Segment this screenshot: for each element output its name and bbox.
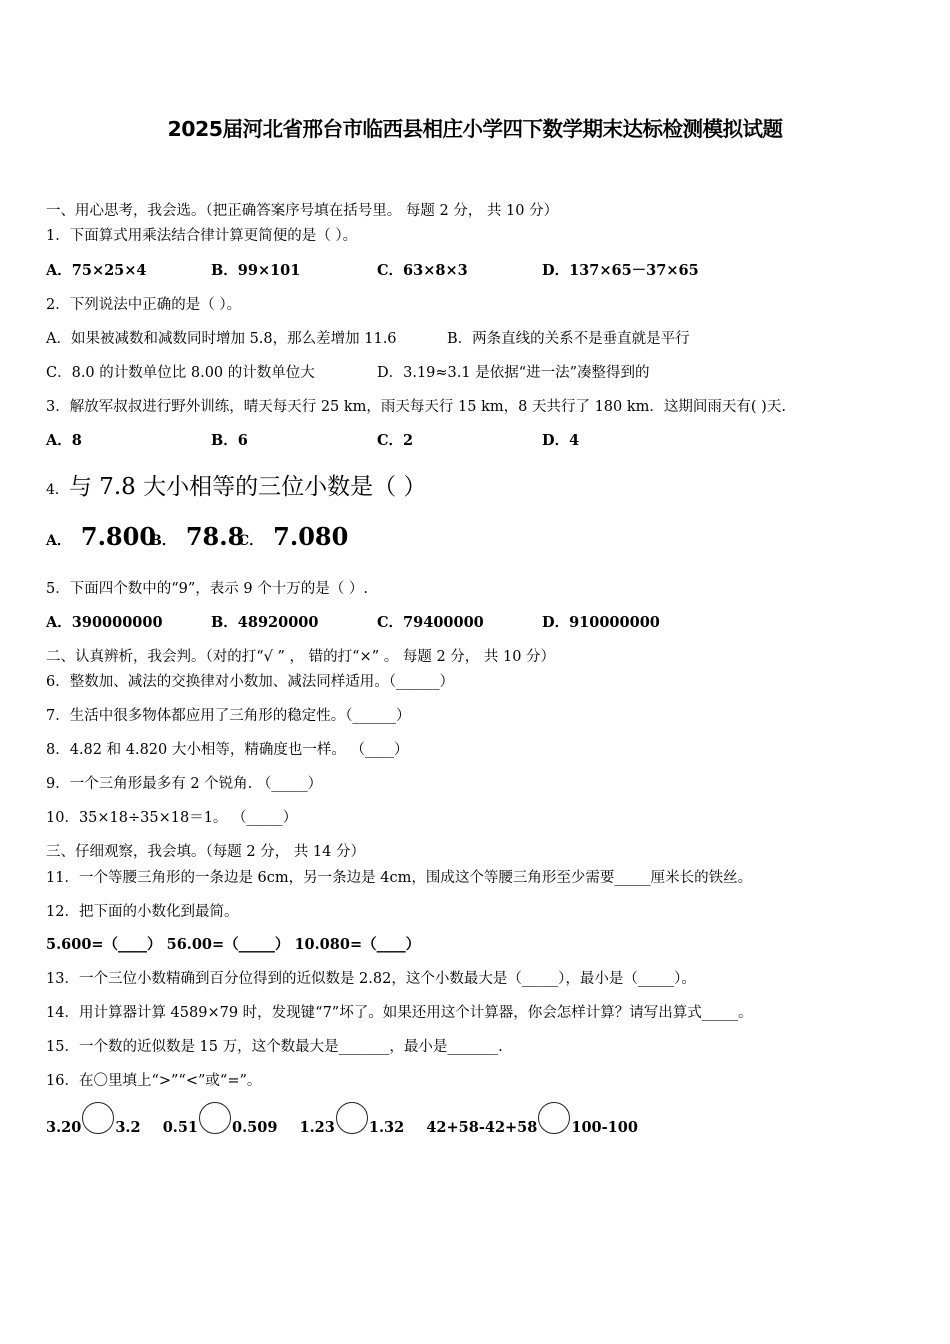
- q3-option-b[interactable]: B．6: [211, 432, 248, 449]
- question-9: 9．一个三角形最多有 2 个锐角. （_____）: [46, 776, 323, 792]
- q4-option-a[interactable]: A． 7.800: [46, 522, 157, 551]
- q16-left-2: 0.51: [162, 1119, 199, 1136]
- q2-option-a[interactable]: A．如果被减数和减数同时增加 5.8，那么差增加 11.6: [46, 331, 397, 347]
- q16-left-3: 1.23: [299, 1119, 335, 1136]
- question-16: 16．在〇里填上“>”“<”或“=”。: [46, 1073, 262, 1089]
- section-2-heading: 二、认真辨析，我会判。（对的打“√ ” ， 错的打“×” 。 每题 2 分， 共 10 分）: [46, 649, 556, 665]
- question-7: 7．生活中很多物体都应用了三角形的稳定性。（______）: [46, 708, 411, 724]
- answer-circle[interactable]: [82, 1102, 114, 1134]
- answer-circle[interactable]: [199, 1102, 231, 1134]
- q5-option-b[interactable]: B．48920000: [211, 614, 319, 631]
- q2-option-d[interactable]: D．3.19≈3.1 是依据“进一法”凑整得到的: [377, 365, 650, 381]
- q5-option-c[interactable]: C．79400000: [377, 614, 484, 631]
- question-10: 10．35×18÷35×18＝1。 （_____）: [46, 810, 298, 826]
- q3-option-d[interactable]: D．4: [542, 432, 580, 449]
- question-13: 13．一个三位小数精确到百分位得到的近似数是 2.82，这个小数最大是（_____），最小是（_____）。: [46, 971, 696, 987]
- q1-option-c[interactable]: C．63×8×3: [377, 262, 468, 279]
- answer-circle[interactable]: [336, 1102, 368, 1134]
- question-1: 1．下面算式用乘法结合律计算更简便的是（ ）。: [46, 228, 358, 244]
- q5-option-a[interactable]: A．390000000: [46, 614, 163, 631]
- q4-text: 与 7.8 大小相等的三位小数是（ ）: [68, 474, 427, 500]
- q16-comparisons: [46, 1102, 638, 1142]
- question-3: 3．解放军叔叔进行野外训练，晴天每天行 25 km，雨天每天行 15 km，8 天共行了 180 km．这期间雨天有( )天.: [46, 399, 786, 415]
- q1-option-b[interactable]: B．99×101: [211, 262, 301, 279]
- q3-option-a[interactable]: A．8: [46, 432, 82, 449]
- q5-option-d[interactable]: D．910000000: [542, 614, 660, 631]
- q2-option-c[interactable]: C．8.0 的计数单位比 8.00 的计数单位大: [46, 365, 315, 381]
- question-2: 2．下列说法中正确的是（ ）。: [46, 297, 242, 313]
- q16-left-4: 42+58-42+58: [426, 1119, 538, 1136]
- answer-circle[interactable]: [538, 1102, 570, 1134]
- q16-right-3: 1.32: [368, 1119, 405, 1136]
- q4-option-b[interactable]: B． 78.8: [150, 522, 245, 551]
- q4-number: 4．: [46, 482, 69, 498]
- question-14: 14．用计算器计算 4589×79 时，发现键“7”坏了。如果还用这个计算器，你会怎样计算？请写出算式_____。: [46, 1005, 753, 1021]
- question-11: 11．一个等腰三角形的一条边是 6cm，另一条边是 4cm，围成这个等腰三角形至少需要_____厘米长的铁丝。: [46, 870, 753, 886]
- q1-option-d[interactable]: D．137×65－37×65: [542, 262, 699, 279]
- q3-option-c[interactable]: C．2: [377, 432, 414, 449]
- question-5: 5．下面四个数中的“9”，表示 9 个十万的是（ ）.: [46, 581, 368, 597]
- q1-option-a[interactable]: A．75×25×4: [46, 262, 147, 279]
- q16-right-1: 3.2: [115, 1119, 141, 1136]
- question-4: [46, 472, 426, 502]
- question-15: 15．一个数的近似数是 15 万，这个数最大是_______，最小是_______.: [46, 1039, 503, 1055]
- question-12: 12．把下面的小数化到最简。: [46, 904, 239, 920]
- q16-right-4: 100-100: [571, 1119, 638, 1136]
- section-1-heading: 一、用心思考，我会选。（把正确答案序号填在括号里。 每题 2 分， 共 10 分）: [46, 203, 559, 219]
- q2-option-b[interactable]: B．两条直线的关系不是垂直就是平行: [447, 331, 690, 347]
- q16-right-2: 0.509: [232, 1119, 278, 1136]
- q4-option-c[interactable]: C． 7.080: [238, 522, 349, 551]
- q12-items: 5.600=（____） 56.00=（_____） 10.080=（____）: [46, 936, 421, 953]
- section-3-heading: 三、仔细观察，我会填。（每题 2 分， 共 14 分）: [46, 844, 365, 860]
- page-title: 2025届河北省邢台市临西县相庄小学四下数学期末达标检测模拟试题: [167, 117, 783, 141]
- q16-left-1: 3.20: [46, 1119, 82, 1136]
- question-8: 8．4.82 和 4.820 大小相等，精确度也一样。 （____）: [46, 742, 409, 758]
- question-6: 6．整数加、减法的交换律对小数加、减法同样适用。（______）: [46, 674, 454, 690]
